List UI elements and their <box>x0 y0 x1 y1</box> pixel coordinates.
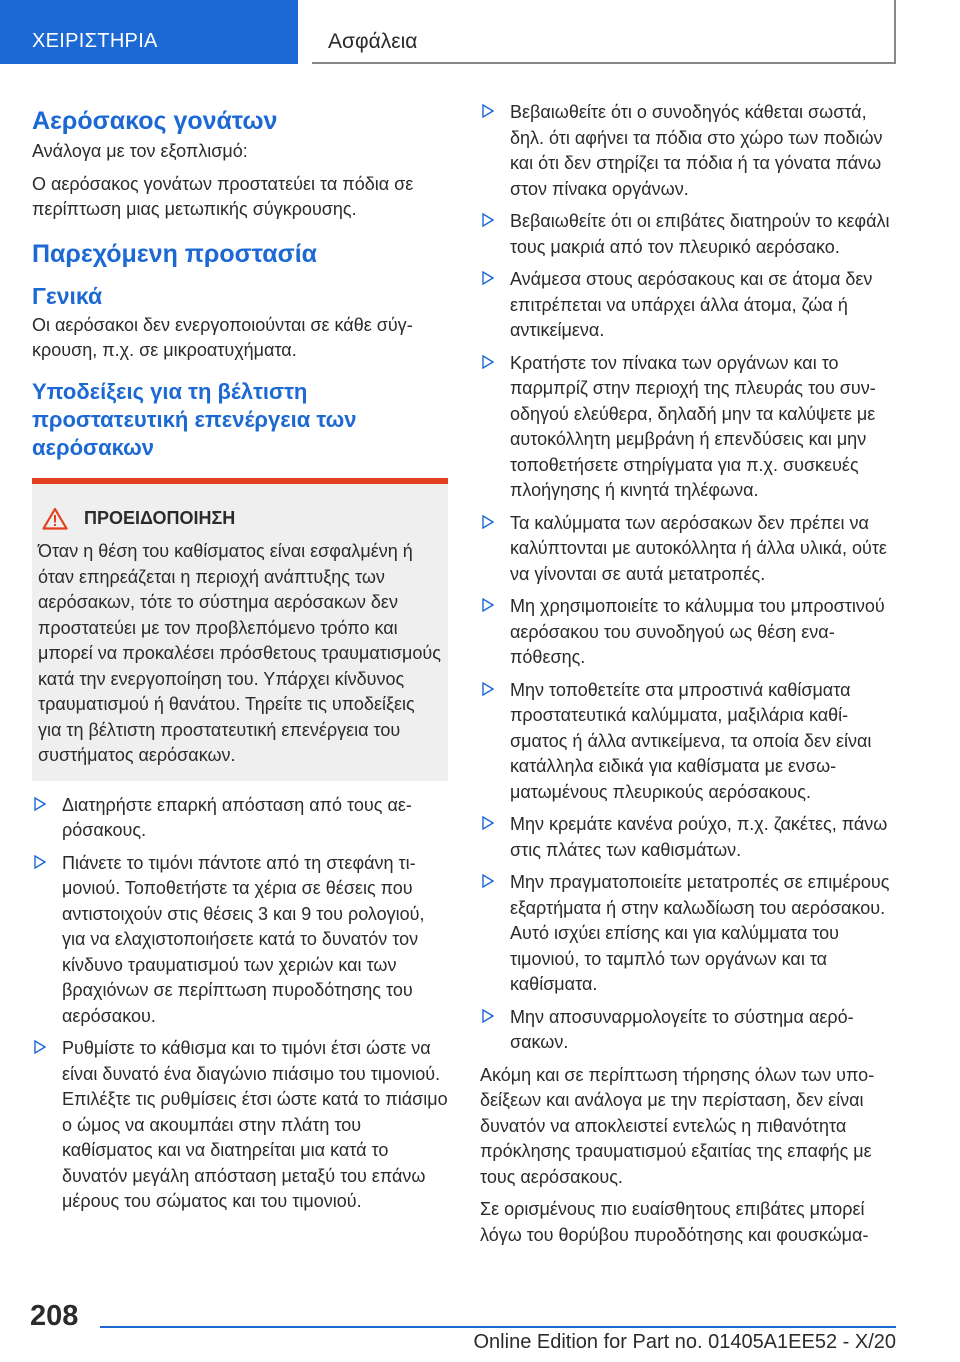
paragraph-residual-risk: Ακόμη και σε περίπτωση τήρησης όλων των υποδείξεων και ανάλογα με την περίσταση, δεν είναι δυνατόν να αποκλειστεί εντελώς η πιθανότητα πρόκλησης τραυματισμού εξαιτίας της επαφής με τους αερόσακους. <box>480 1064 875 1187</box>
paragraph-sensitive-passengers: Σε ορισμένους πιο ευαίσθητους επιβάτες μπορεί λόγω του θορύβου πυροδότησης και φουσκώμα- <box>480 1199 869 1245</box>
right-column <box>480 100 896 1255</box>
list-item: Μην αποσυναρμολογείτε το σύστημα αερόσακων. <box>480 1005 896 1056</box>
bullet-triangle-icon <box>482 816 494 830</box>
bullet-triangle-icon <box>482 104 494 118</box>
warning-header <box>42 506 442 532</box>
list-item: Ρυθμίστε το κάθισμα και το τιμόνι έτσι ώστε να είναι δυνατό ένα διαγώνιο πιάσιμο του τιμονιού. Επιλέξτε τις ρυθμίσεις έτσι ώστε κατά το πιάσιμο ο ώμος να ακουμπάει στην πλάτη του καθίσματος και να διατηρείται μια κατά το δυνατόν μεγάλη απόσταση μεταξύ του επάνω μέρους του σώματος και του τιμονιού. <box>32 1036 448 1215</box>
heading-protection: Παρεχόμενη προστασία <box>32 239 318 268</box>
list-item: Ανάμεσα στους αερόσακους και σε άτομα δεν επιτρέπεται να υπάρχει άλλα άτομα, ζώα ή αντικείμενα. <box>480 267 896 344</box>
bullet-triangle-icon <box>34 1040 46 1054</box>
list-item: Κρατήστε τον πίνακα των οργάνων και το παρμπρίζ στην περιοχή της πλευράς του συνοδηγού ελεύθερα, δηλαδή μην τα καλύψετε με αυτοκόλλητη μεμβράνη ή επενδύσεις και μην τοποθετήσετε στηρίγματα για π.χ. συσκευές πλοήγησης ή κινητά τηλέφωνα. <box>480 351 896 504</box>
warning-title: ΠΡΟΕΙΔΟΠΟΙΗΣΗ <box>84 507 236 528</box>
right-bullet-list <box>480 100 896 1056</box>
topic-title: Ασφάλεια <box>328 30 418 53</box>
list-item: Μην κρεμάτε κανένα ρούχο, π.χ. ζακέτες, πάνω στις πλάτες των καθισμάτων. <box>480 812 896 863</box>
bullet-triangle-icon <box>482 355 494 369</box>
chapter-tab <box>0 0 298 64</box>
heading-general: Γενικά <box>32 282 103 309</box>
bullet-triangle-icon <box>482 1009 494 1023</box>
heading-hints: Υποδείξεις για τη βέλτιστη προστατευτική επενέργεια των αερόσακων <box>32 378 357 460</box>
list-item: Διατηρήστε επαρκή απόσταση από τους αερόσακους. <box>32 793 448 844</box>
list-item: Βεβαιωθείτε ότι ο συνοδηγός κάθεται σωστά, δηλ. ότι αφήνει τα πόδια στο χώρο των ποδιών και ότι δεν στηρίζει τα πόδια ή τα γόνατα πάνω στον πίνακα οργάνων. <box>480 100 896 202</box>
list-item: Μη χρησιμοποιείτε το κάλυμμα του μπροστινού αερόσακου του συνοδηγού ως θέση εναπόθεσης. <box>480 594 896 671</box>
chapter-title: ΧΕΙΡΙΣΤΗΡΙΑ <box>32 30 158 52</box>
list-item: Μην τοποθετείτε στα μπροστινά καθίσματα προστατευτικά καλύμματα, μαξιλάρια καθίσματος ή άλλα αντικείμενα, τα οποία δεν είναι κατάλληλα ειδικά για καθίσματα με ενσωματωμένους πλευρικούς αερόσακους. <box>480 678 896 806</box>
footer-divider <box>100 1326 896 1328</box>
list-item: Βεβαιωθείτε ότι οι επιβάτες διατηρούν το κεφάλι τους μακριά από τον πλευρικό αερόσακο. <box>480 209 896 260</box>
left-bullet-list <box>32 793 448 1215</box>
bullet-triangle-icon <box>482 515 494 529</box>
bullet-triangle-icon <box>34 855 46 869</box>
footer-edition: Online Edition for Part no. 01405A1EE52 - X/20 <box>473 1331 896 1353</box>
topic-tab <box>312 0 896 64</box>
warning-triangle-icon <box>42 507 68 530</box>
paragraph-knee-airbag: Ο αερόσακος γονάτων προστατεύει τα πόδια σε περίπτωση μιας μετωπικής σύγκρουσης. <box>32 173 414 219</box>
bullet-triangle-icon <box>34 797 46 811</box>
bullet-triangle-icon <box>482 874 494 888</box>
bullet-triangle-icon <box>482 598 494 612</box>
paragraph-general: Οι αερόσακοι δεν ενεργοποιούνται σε κάθε σύγκρουση, π.χ. σε μικροατυχήματα. <box>32 314 413 360</box>
list-item: Τα καλύμματα των αερόσακων δεν πρέπει να καλύπτονται με αυτοκόλλητα ή άλλα υλικά, ούτε να γίνονται σε αυτά μετατροπές. <box>480 511 896 588</box>
bullet-triangle-icon <box>482 213 494 227</box>
warning-box <box>32 478 448 781</box>
page-number: 208 <box>30 1300 79 1332</box>
paragraph-equipment: Ανάλογα με τον εξοπλισμό: <box>32 141 248 161</box>
left-column <box>32 100 448 1222</box>
bullet-triangle-icon <box>482 682 494 696</box>
list-item: Πιάνετε το τιμόνι πάντοτε από τη στεφάνη τιμονιού. Τοποθετήστε τα χέρια σε θέσεις που αντιστοιχούν στις θέσεις 3 και 9 του ρολογιού, για να ελαχιστοποιήσετε κατά το δυνατόν τον κίνδυνο τραυματισμού των χεριών και των βραχιόνων σε περίπτωση πυροδότησης του αερόσακου. <box>32 851 448 1030</box>
bullet-triangle-icon <box>482 271 494 285</box>
list-item: Μην πραγματοποιείτε μετατροπές σε επιμέρους εξαρτήματα ή στην καλωδίωση του αερόσακου. Αυτό ισχύει επίσης και για καλύμματα του τιμονιού, το ταμπλό των οργάνων και τα καθίσματα. <box>480 870 896 998</box>
warning-text: Όταν η θέση του καθίσματος είναι εσφαλμένη ή όταν επηρεάζεται η περιοχή ανάπτυξης των αερόσακων, τότε το σύστημα αερόσακων δεν προστατεύει με τον προβλεπόμενο τρόπο και μπορεί να προκαλέσει πρόσθετους τραυματισμούς κατά την ενεργοποίηση του. Υπάρχει κίνδυνος τραυματισμού ή θανάτου. Τηρείτε τις υποδείξεις για τη βέλτιστη προστατευτική επενέργεια του συστήματος αερόσακων. <box>38 541 441 765</box>
heading-knee-airbag: Αερόσακος γονάτων <box>32 107 278 135</box>
